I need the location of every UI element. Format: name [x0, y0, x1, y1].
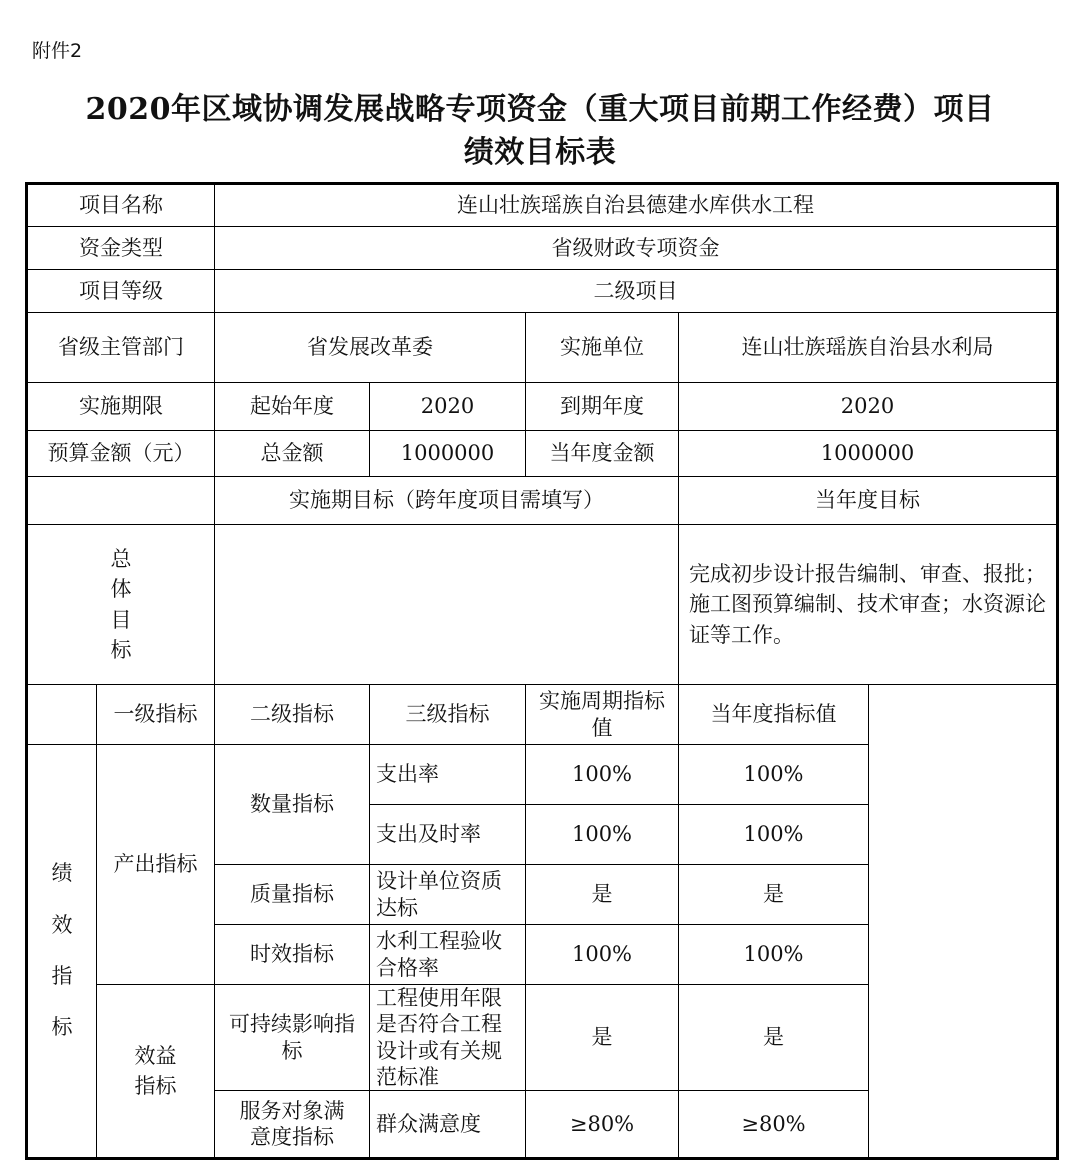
row-period-2: 100%: [526, 805, 679, 865]
start-year-label: 起始年度: [215, 383, 370, 431]
impl-unit-label: 实施单位: [526, 313, 679, 383]
impl-unit-value: 连山壮族瑶族自治县水利局: [679, 313, 1058, 383]
timeliness-label: 时效指标: [215, 925, 370, 985]
fund-type-label: 资金类型: [27, 227, 215, 270]
row-year-5: 是: [679, 985, 869, 1091]
row-name-6: 群众满意度: [370, 1091, 526, 1159]
project-level-value: 二级项目: [215, 270, 1058, 313]
row-name-5: 工程使用年限是否符合工程设计或有关规范标准: [370, 985, 526, 1091]
budget-label: 预算金额（元）: [27, 431, 215, 477]
quality-label: 质量指标: [215, 865, 370, 925]
total-value: 1000000: [370, 431, 526, 477]
period-value-header: 实施周期指标值: [526, 685, 679, 745]
year-goal-header: 当年度目标: [679, 477, 1058, 525]
year-value-header: 当年度指标值: [679, 685, 869, 745]
row-year-4: 100%: [679, 925, 869, 985]
satisfaction-label: 服务对象满意度指标: [215, 1091, 370, 1159]
overall-goal-label: 总体目标: [27, 525, 215, 685]
row-period-4: 100%: [526, 925, 679, 985]
dept-label: 省级主管部门: [27, 313, 215, 383]
end-year-value: 2020: [679, 383, 1058, 431]
row-period-5: 是: [526, 985, 679, 1091]
end-year-label: 到期年度: [526, 383, 679, 431]
total-label: 总金额: [215, 431, 370, 477]
project-name-label: 项目名称: [27, 184, 215, 227]
perf-label: 绩效指标: [27, 745, 97, 1159]
period-label: 实施期限: [27, 383, 215, 431]
fund-type-value: 省级财政专项资金: [215, 227, 1058, 270]
current-value: 1000000: [679, 431, 1058, 477]
project-level-label: 项目等级: [27, 270, 215, 313]
doc-title: 2020年区域协调发展战略专项资金（重大项目前期工作经费）项目: [85, 92, 995, 127]
header-blank: [27, 685, 97, 745]
row-period-6: ≥80%: [526, 1091, 679, 1159]
attachment-label: 附件2: [32, 40, 83, 62]
overall-year-goal: 完成初步设计报告编制、审查、报批；施工图预算编制、技术审查；水资源论证等工作。: [679, 525, 1058, 685]
level2-header: 二级指标: [215, 685, 370, 745]
goal-header-blank: [27, 477, 215, 525]
doc-subtitle: 绩效目标表: [463, 135, 617, 170]
overall-period-goal: [215, 525, 679, 685]
output-label: 产出指标: [97, 745, 215, 985]
row-name-4: 水利工程验收合格率: [370, 925, 526, 985]
row-year-2: 100%: [679, 805, 869, 865]
row-year-1: 100%: [679, 745, 869, 805]
start-year-value: 2020: [370, 383, 526, 431]
row-name-2: 支出及时率: [370, 805, 526, 865]
quantity-label: 数量指标: [215, 745, 370, 865]
period-goal-header: 实施期目标（跨年度项目需填写）: [215, 477, 679, 525]
row-year-3: 是: [679, 865, 869, 925]
level3-header: 三级指标: [370, 685, 526, 745]
project-name-value: 连山壮族瑶族自治县德建水库供水工程: [215, 184, 1058, 227]
benefit-label: 效益指标: [97, 985, 215, 1159]
performance-table: [25, 182, 1059, 1160]
row-name-3: 设计单位资质达标: [370, 865, 526, 925]
current-label: 当年度金额: [526, 431, 679, 477]
level1-header: 一级指标: [97, 685, 215, 745]
row-period-3: 是: [526, 865, 679, 925]
row-name-1: 支出率: [370, 745, 526, 805]
sustain-label: 可持续影响指标: [215, 985, 370, 1091]
dept-value: 省发展改革委: [215, 313, 526, 383]
row-year-6: ≥80%: [679, 1091, 869, 1159]
row-period-1: 100%: [526, 745, 679, 805]
